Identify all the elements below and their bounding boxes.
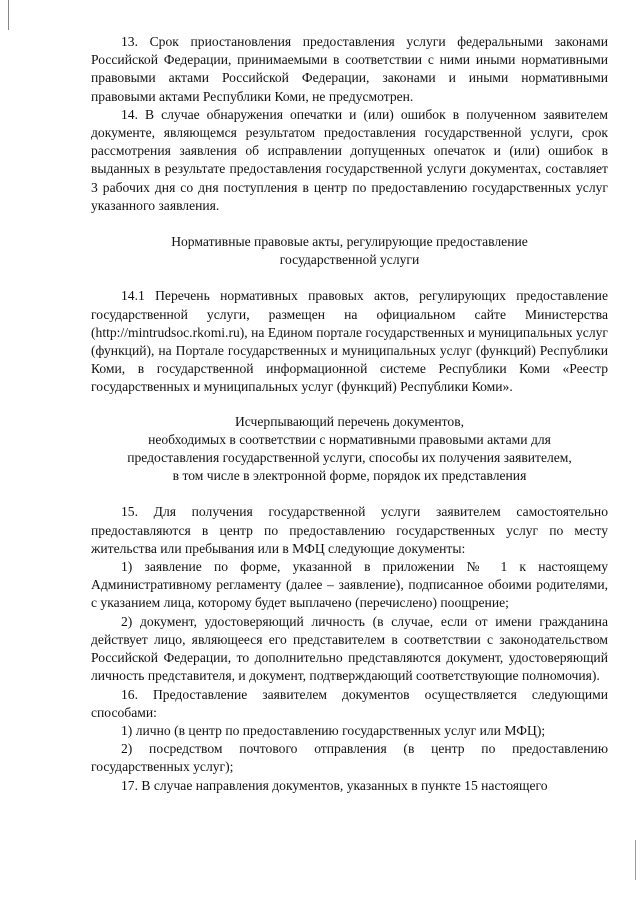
scan-edge-mark: [635, 840, 636, 880]
heading-line: необходимых в соответствии с нормативными правовыми актами для: [148, 431, 551, 447]
spacer: [91, 485, 608, 503]
paragraph-13: 13. Срок приостановления предоставления услуги федеральными законами Российской Федерации, принимаемыми в соответствии с ними иными нормативными правовыми актами Российской Федерации, законами и иными нормативными правовыми актами Республики Коми, не предусмотрен.: [91, 34, 608, 104]
paragraph-14-1: 14.1 Перечень нормативных правовых актов, регулирующих предоставление государственной услуги, размещен на официальном сайте Министерства (http://mintrudsoc.rkomi.ru), на Едином портале государственных и муниципальных услуг (функций), на Портале государственных и муниципальных услуг (функций) Республики Коми, в государственной информационной системе Республики Коми «Реестр государственных и муниципальных услуг (функций) Республики Коми».: [91, 288, 608, 395]
spacer: [91, 215, 608, 233]
paragraph-16-item-1: 1) лично (в центр по предоставлению государственных услуг или МФЦ);: [121, 722, 546, 738]
heading-line: предоставления государственной услуги, способы их получения заявителем,: [127, 450, 572, 466]
paragraph-17: 17. В случае направления документов, указанных в пункте 15 настоящего: [121, 777, 548, 793]
paragraph-15: 15. Для получения государственной услуги заявителем самостоятельно предоставляются в центр по предоставлению государственных услуг по месту жительства или пребывания или в МФЦ следующие документы:: [91, 504, 608, 556]
paragraph-16: 16. Предоставление заявителем документов осуществляется следующими способами:: [91, 686, 608, 720]
scan-edge-mark: [8, 0, 9, 30]
spacer: [91, 397, 608, 413]
paragraph-15-item-2: 2) документ, удостоверяющий личность (в случае, если от имени гражданина действует лицо, являющееся его представителем в соответствии с законодательством Российской Федерации, то дополнительно представляются документ, удостоверяющий личность представителя, и документ, подтверждающий соответствующие полномочия).: [91, 613, 608, 684]
heading-line: в том числе в электронной форме, порядок их представления: [172, 468, 527, 484]
document-page: [91, 33, 608, 795]
heading-line: государственной услуги: [279, 252, 420, 268]
section-heading-legal-acts: [91, 233, 608, 269]
paragraph-16-item-2: 2) посредством почтового отправления (в центр по предоставлению государственных услуг);: [91, 741, 608, 775]
heading-line: Исчерпывающий перечень документов,: [234, 413, 465, 429]
spacer: [91, 269, 608, 287]
paragraph-15-item-1: 1) заявление по форме, указанной в приложении № 1 к настоящему Административному регламенту (далее – заявление), подписанное обоими родителями, с указанием лица, которому будет выплачено (перечислено) поощрение;: [91, 559, 608, 611]
section-heading-documents: [91, 413, 608, 486]
heading-line: Нормативные правовые акты, регулирующие предоставление: [171, 234, 528, 250]
paragraph-14: 14. В случае обнаружения опечатки и (или) ошибок в полученном заявителем документе, являющемся результатом предоставления государственной услуги, срок рассмотрения заявления об исправлении допущенных опечаток и (или) ошибок в выданных в результате предоставления государственной услуги документах, составляет 3 рабочих дня со дня поступления в центр по предоставлению государственных услуг указанного заявления.: [91, 106, 608, 213]
